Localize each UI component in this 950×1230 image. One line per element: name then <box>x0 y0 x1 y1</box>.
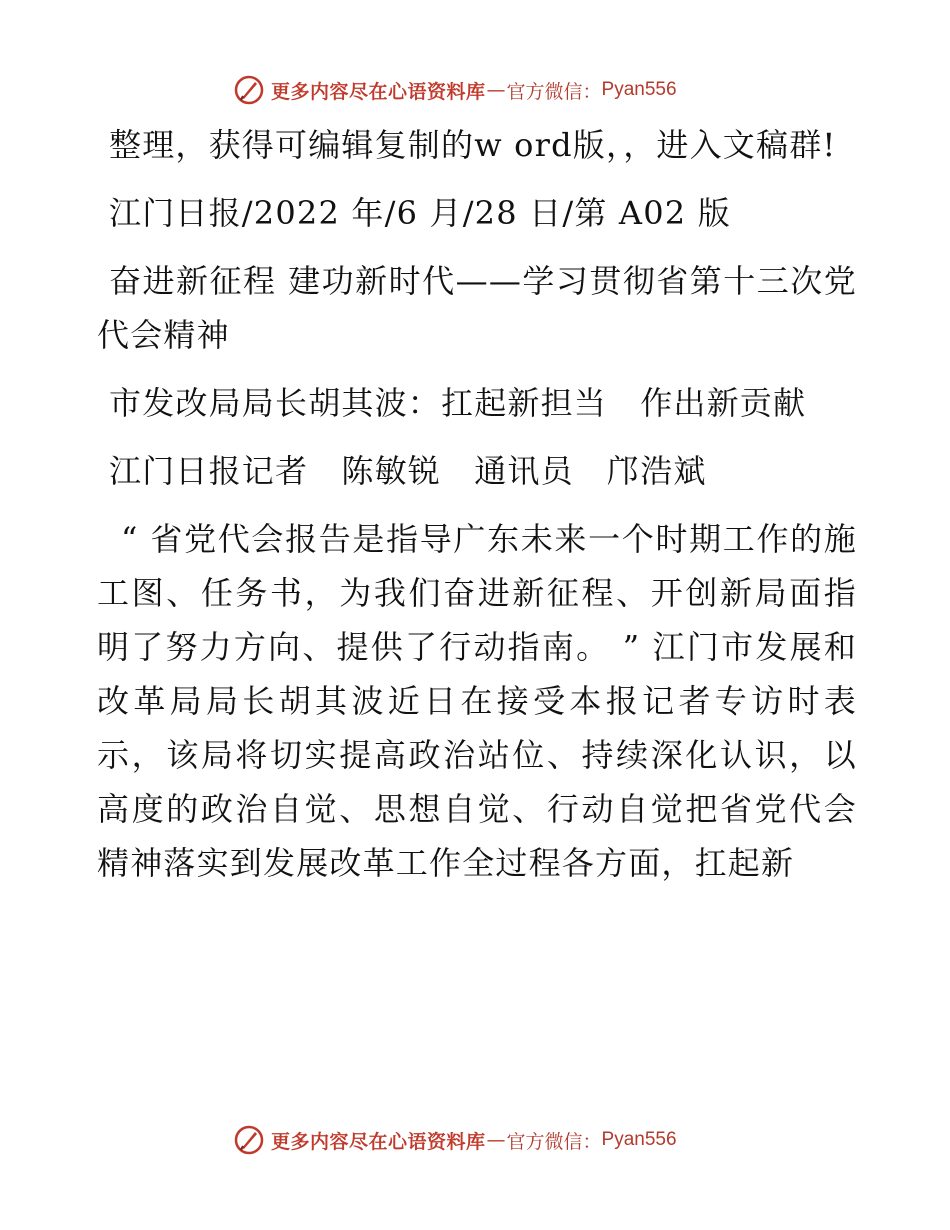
banner-handle: Pyan556 <box>601 79 677 100</box>
column-title: 奋进新征程 建功新时代——学习贯彻省第十三次党代会精神 <box>97 262 857 354</box>
header-banner <box>233 72 733 108</box>
banner-official-label: 官方微信： <box>506 1130 602 1153</box>
byline: 江门日报记者 陈敏锐 通讯员 邝浩斌 <box>109 452 707 490</box>
banner-separator: — <box>486 1129 506 1151</box>
banner-brand: 更多内容尽在心语资料库 <box>271 80 486 103</box>
quill-logo-icon <box>233 1124 265 1156</box>
source-line: 江门日报/2022 年/6 月/28 日/第 A02 版 <box>109 194 731 232</box>
document-body <box>97 118 857 904</box>
banner-separator: — <box>486 79 506 101</box>
notice-paragraph: 整理，获得可编辑复制的w ord版，，进入文稿群! <box>109 126 837 164</box>
footer-banner <box>233 1122 733 1158</box>
article-body-paragraph: “ 省党代会报告是指导广东未来一个时期工作的施工图、任务书，为我们奋进新征程、开创新局面指明了努力方向、提供了行动指南。 ” 江门市发展和改革局局长胡其波近日在接受本报记者专访时表示，该局将切实提高政治站位、持续深化认识，以高度的政治自觉、思想自觉、行动自觉把省党代会精神落实到发展改革工作全过程各方面，扛起新 <box>97 520 857 882</box>
banner-brand: 更多内容尽在心语资料库 <box>271 1130 486 1153</box>
article-headline: 市发改局局长胡其波：扛起新担当 作出新贡献 <box>109 384 807 422</box>
quill-logo-icon <box>233 74 265 106</box>
banner-handle: Pyan556 <box>601 1129 677 1150</box>
banner-official-label: 官方微信： <box>506 80 602 103</box>
